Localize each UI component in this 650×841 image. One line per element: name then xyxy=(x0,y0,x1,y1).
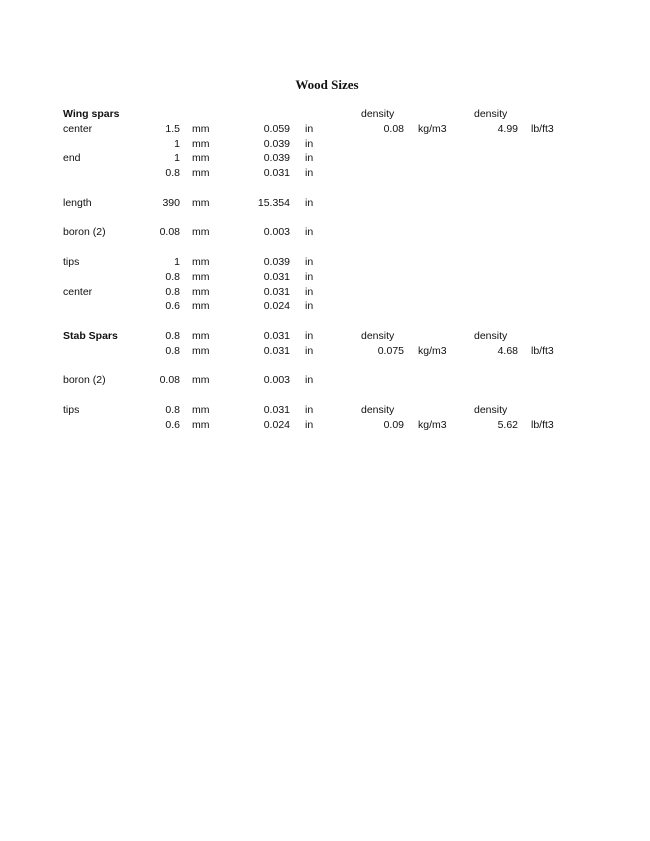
unit-mm: mm xyxy=(192,270,210,283)
unit-in: in xyxy=(305,152,314,165)
value-in: 0.031 xyxy=(263,330,290,342)
table-row xyxy=(0,299,650,314)
unit-in: in xyxy=(305,167,314,180)
table-row xyxy=(0,314,650,329)
density-lbft3: 4.99 xyxy=(497,122,518,135)
unit-mm: mm xyxy=(192,167,210,180)
value-in: 0.024 xyxy=(263,300,290,313)
table-row xyxy=(0,373,650,388)
density-kgm3: density xyxy=(361,404,395,416)
unit-in: in xyxy=(305,226,314,239)
unit-in: in xyxy=(305,137,314,150)
value-in: 0.031 xyxy=(263,270,290,283)
table-row xyxy=(0,255,650,270)
row-label: center xyxy=(63,285,93,298)
value-in: 0.003 xyxy=(263,374,290,387)
unit-lbft3: lb/ft3 xyxy=(531,344,554,357)
value-in: 0.039 xyxy=(263,137,290,150)
table-row xyxy=(0,211,650,226)
table-row xyxy=(0,137,650,152)
unit-in: in xyxy=(305,418,314,431)
unit-kgm3: kg/m3 xyxy=(418,344,447,357)
value-mm: 1 xyxy=(174,137,180,150)
unit-mm: mm xyxy=(192,300,210,313)
value-in: 15.354 xyxy=(257,196,290,209)
value-mm: 0.8 xyxy=(165,270,180,283)
unit-mm: mm xyxy=(192,374,210,387)
table-row xyxy=(0,285,650,300)
table-row xyxy=(0,196,650,211)
unit-kgm3: kg/m3 xyxy=(418,418,447,431)
density-lbft3: 5.62 xyxy=(497,418,518,431)
row-label: Wing spars xyxy=(63,108,120,120)
density-kgm3: density xyxy=(361,330,395,342)
table-row xyxy=(0,181,650,196)
value-mm: 0.8 xyxy=(165,285,180,298)
unit-in: in xyxy=(305,270,314,283)
density-lbft3: density xyxy=(474,108,508,120)
row-label: boron (2) xyxy=(63,226,106,239)
value-mm: 1.5 xyxy=(165,122,180,135)
density-lbft3: density xyxy=(474,330,508,342)
unit-lbft3: lb/ft3 xyxy=(531,418,554,431)
unit-kgm3: kg/m3 xyxy=(418,122,447,135)
table-row xyxy=(0,329,650,344)
value-mm: 0.08 xyxy=(159,374,180,387)
value-in: 0.031 xyxy=(263,285,290,298)
value-mm: 0.8 xyxy=(165,167,180,180)
unit-mm: mm xyxy=(192,122,210,135)
unit-mm: mm xyxy=(192,196,210,209)
table-row xyxy=(0,122,650,137)
value-mm: 0.6 xyxy=(165,300,180,313)
table-row xyxy=(0,166,650,181)
row-label: boron (2) xyxy=(63,374,106,387)
unit-in: in xyxy=(305,330,314,342)
density-kgm3: 0.08 xyxy=(383,122,404,135)
unit-mm: mm xyxy=(192,226,210,239)
value-mm: 0.8 xyxy=(165,344,180,357)
table-row xyxy=(0,240,650,255)
unit-mm: mm xyxy=(192,137,210,150)
density-lbft3: 4.68 xyxy=(497,344,518,357)
row-label: Stab Spars xyxy=(63,330,118,342)
density-kgm3: 0.09 xyxy=(383,418,404,431)
table-row xyxy=(0,270,650,285)
unit-in: in xyxy=(305,285,314,298)
unit-in: in xyxy=(305,300,314,313)
unit-mm: mm xyxy=(192,152,210,165)
value-mm: 0.8 xyxy=(165,404,180,416)
row-label: end xyxy=(63,152,81,165)
unit-lbft3: lb/ft3 xyxy=(531,122,554,135)
table-row xyxy=(0,418,650,433)
unit-in: in xyxy=(305,256,314,268)
value-in: 0.003 xyxy=(263,226,290,239)
unit-mm: mm xyxy=(192,256,210,268)
unit-in: in xyxy=(305,404,314,416)
value-mm: 0.8 xyxy=(165,330,180,342)
page-title: Wood Sizes xyxy=(295,77,359,92)
unit-mm: mm xyxy=(192,285,210,298)
table-row xyxy=(0,225,650,240)
value-in: 0.024 xyxy=(263,418,290,431)
value-in: 0.059 xyxy=(263,122,290,135)
table-row xyxy=(0,403,650,418)
value-in: 0.039 xyxy=(263,152,290,165)
unit-mm: mm xyxy=(192,404,210,416)
unit-mm: mm xyxy=(192,330,210,342)
unit-in: in xyxy=(305,344,314,357)
row-label: tips xyxy=(63,256,80,268)
unit-in: in xyxy=(305,196,314,209)
table-row xyxy=(0,151,650,166)
unit-mm: mm xyxy=(192,418,210,431)
density-lbft3: density xyxy=(474,404,508,416)
unit-in: in xyxy=(305,374,314,387)
table-row xyxy=(0,107,650,122)
unit-mm: mm xyxy=(192,344,210,357)
row-label: length xyxy=(63,196,92,209)
value-mm: 1 xyxy=(174,256,180,268)
value-mm: 1 xyxy=(174,152,180,165)
value-mm: 0.08 xyxy=(159,226,180,239)
value-in: 0.039 xyxy=(263,256,290,268)
value-mm: 390 xyxy=(162,196,180,209)
table-row xyxy=(0,344,650,359)
value-in: 0.031 xyxy=(263,344,290,357)
unit-in: in xyxy=(305,122,314,135)
value-mm: 0.6 xyxy=(165,418,180,431)
table-row xyxy=(0,388,650,403)
value-in: 0.031 xyxy=(263,404,290,416)
density-kgm3: density xyxy=(361,108,395,120)
row-label: center xyxy=(63,122,93,135)
row-label: tips xyxy=(63,404,80,416)
value-in: 0.031 xyxy=(263,167,290,180)
table-row xyxy=(0,359,650,374)
density-kgm3: 0.075 xyxy=(377,344,404,357)
